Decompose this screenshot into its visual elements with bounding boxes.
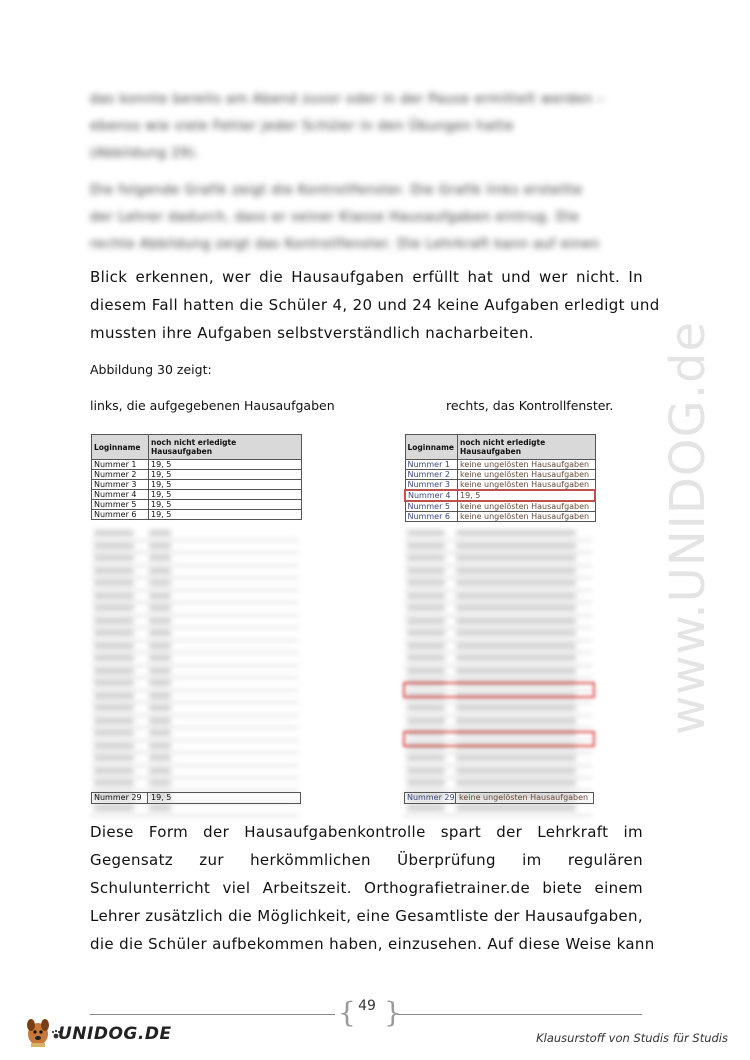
homework-cell: 19, 5 [151, 793, 172, 802]
login-cell: Nummer 1 [92, 460, 149, 470]
status-cell: keine ungelösten Hausaufgaben [458, 470, 596, 480]
status-cell: keine ungelösten Hausaufgaben [459, 793, 589, 802]
logo-text: UNIDOG.DE [58, 1024, 172, 1044]
table-row-flagged [405, 490, 595, 501]
flagged-row-highlight [403, 731, 595, 747]
blurred-row [91, 578, 299, 591]
paragraph-line: Schulunterricht viel Arbeitszeit. Orthografietrainer.de biete einem [90, 879, 643, 897]
table-row [405, 512, 595, 522]
homework-control-table [404, 434, 596, 522]
blurred-row [91, 766, 299, 779]
flagged-row-highlight [403, 682, 595, 698]
paragraph-line: Gegensatz zur herkömmlichen Überprüfung im regulären [90, 851, 643, 869]
blurred-row [91, 716, 299, 729]
table-row [405, 460, 595, 470]
blurred-row [91, 566, 299, 579]
figure-caption: Abbildung 30 zeigt: [90, 362, 212, 377]
blurred-row [91, 628, 299, 641]
column-header-homework: noch nicht erledigte Hausaufgaben [458, 435, 596, 460]
page-number: 49 [358, 998, 376, 1014]
paragraph-1 [90, 263, 660, 347]
login-cell: Nummer 4 [405, 490, 458, 501]
login-cell: Nummer 3 [405, 480, 458, 491]
caption-left: links, die aufgegebenen Hausaufgaben [90, 398, 335, 413]
watermark: www.UNIDOG.de [660, 320, 716, 735]
blurred-row [91, 666, 299, 679]
blurred-line: rechte Abbildung zeigt das Kontrollfenster. Die Lehrkraft kann auf einen [90, 237, 600, 252]
paragraph-line: die die Schüler aufbekommen haben, einzusehen. Auf diese Weise kann [90, 935, 655, 953]
homework-cell: 19, 5 [149, 500, 302, 510]
table-row [405, 470, 595, 480]
blurred-line: der Lehrer dadurch, dass er seiner Klasse Hausaufgaben eintrug. Die [90, 210, 580, 225]
blurred-line: Die folgende Grafik zeigt die Kontrollfenster. Die Grafik links erstellte [90, 183, 583, 198]
blurred-row [404, 591, 592, 604]
right-last-row [404, 792, 594, 804]
table-row [92, 500, 302, 510]
blurred-row [91, 528, 299, 541]
login-cell: Nummer 5 [405, 501, 458, 512]
blurred-row [404, 716, 592, 729]
blurred-row [404, 803, 592, 816]
blurred-row [404, 766, 592, 779]
blurred-row [404, 753, 592, 766]
login-cell: Nummer 29 [92, 793, 148, 803]
blurred-row [91, 553, 299, 566]
table-row [92, 460, 302, 470]
blurred-row [404, 603, 592, 616]
brace-left-icon: { [338, 996, 356, 1029]
caption-right: rechts, das Kontrollfenster. [446, 398, 614, 413]
blurred-row [404, 578, 592, 591]
blurred-row [91, 803, 299, 816]
status-cell: keine ungelösten Hausaufgaben [458, 512, 596, 522]
table-row [405, 501, 595, 512]
paragraph-line: diesem Fall hatten die Schüler 4, 20 und 24 keine Aufgaben erledigt und [90, 296, 660, 314]
blurred-line: ebenso wie viele Fehler jeder Schüler in den Übungen hatte [90, 119, 514, 134]
blurred-row [404, 541, 592, 554]
blurred-row [91, 603, 299, 616]
blurred-row [404, 566, 592, 579]
table-row [92, 480, 302, 490]
blurred-row [404, 653, 592, 666]
column-header-loginname: Loginname [92, 435, 149, 460]
paragraph-line: Diese Form der Hausaufgabenkontrolle spart der Lehrkraft im [90, 823, 643, 841]
blurred-row [91, 616, 299, 629]
blurred-row [91, 728, 299, 741]
blurred-intro-text [90, 86, 643, 258]
status-cell: 19, 5 [458, 490, 596, 501]
status-cell: keine ungelösten Hausaufgaben [458, 480, 596, 491]
paragraph-line: Blick erkennen, wer die Hausaufgaben erfüllt hat und wer nicht. In [90, 268, 643, 286]
blurred-row [91, 703, 299, 716]
footer-rule-left [90, 1014, 335, 1015]
homework-cell: 19, 5 [149, 460, 302, 470]
footer-tagline: Klausurstoff von Studis für Studis [536, 1031, 728, 1045]
brace-right-icon: } [384, 996, 402, 1029]
blurred-row [404, 553, 592, 566]
table-row [92, 510, 302, 520]
blurred-line: (Abbildung 29). [90, 146, 200, 161]
login-cell: Nummer 6 [92, 510, 149, 520]
blurred-row [91, 653, 299, 666]
login-cell: Nummer 2 [405, 470, 458, 480]
blurred-row [91, 678, 299, 691]
left-last-row [91, 792, 301, 804]
blurred-row [91, 741, 299, 754]
blurred-row [91, 691, 299, 704]
blurred-row [404, 528, 592, 541]
blurred-row [404, 666, 592, 679]
footer-rule-right [397, 1014, 642, 1015]
blurred-row [91, 753, 299, 766]
login-cell: Nummer 5 [92, 500, 149, 510]
login-cell: Nummer 4 [92, 490, 149, 500]
homework-assigned-table [91, 434, 302, 520]
blurred-table-rows-right [404, 528, 592, 816]
status-cell: keine ungelösten Hausaufgaben [458, 501, 596, 512]
homework-cell: 19, 5 [149, 480, 302, 490]
column-header-loginname: Loginname [405, 435, 458, 460]
dog-mascot-icon [27, 1019, 49, 1047]
blurred-row [404, 628, 592, 641]
blurred-row [91, 641, 299, 654]
blurred-row [91, 778, 299, 791]
blurred-row [404, 641, 592, 654]
status-cell: keine ungelösten Hausaufgaben [458, 460, 596, 470]
blurred-row [404, 778, 592, 791]
blurred-row [404, 703, 592, 716]
table-row [92, 490, 302, 500]
table-row [405, 480, 595, 491]
paragraph-line: Lehrer zusätzlich die Möglichkeit, eine Gesamtliste der Hausaufgaben, [90, 907, 643, 925]
blurred-row [404, 616, 592, 629]
homework-cell: 19, 5 [149, 490, 302, 500]
blurred-row [91, 591, 299, 604]
homework-cell: 19, 5 [149, 510, 302, 520]
login-cell: Nummer 3 [92, 480, 149, 490]
blurred-table-rows-left [91, 528, 299, 816]
blurred-row [91, 541, 299, 554]
login-cell: Nummer 29 [407, 793, 455, 802]
login-cell: Nummer 1 [405, 460, 458, 470]
blurred-line: das konnte bereits am Abend zuvor oder in der Pause ermittelt werden – [90, 92, 605, 107]
login-cell: Nummer 2 [92, 470, 149, 480]
column-header-homework: noch nicht erledigte Hausaufgaben [149, 435, 302, 460]
table-row [92, 470, 302, 480]
paragraph-line: mussten ihre Aufgaben selbstverständlich nacharbeiten. [90, 324, 534, 342]
login-cell: Nummer 6 [405, 512, 458, 522]
paragraph-2 [90, 818, 655, 958]
homework-cell: 19, 5 [149, 470, 302, 480]
